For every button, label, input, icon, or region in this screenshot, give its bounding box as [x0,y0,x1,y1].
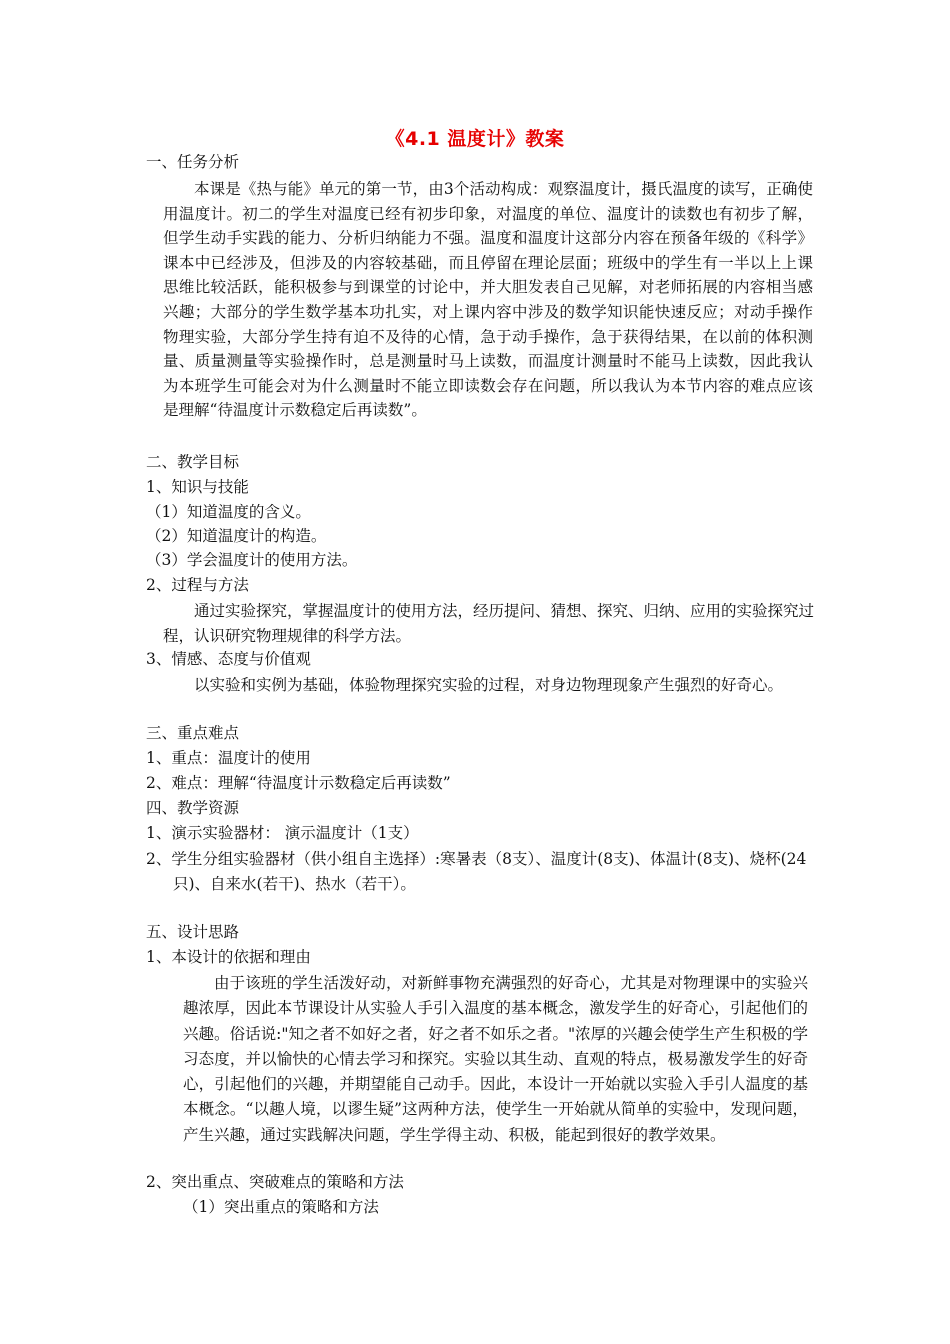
subheading-emotion-values: 3、情感、态度与价值观 [146,650,311,668]
resource-group-equipment-text: 2、学生分组实验器材（供小组自主选择）:寒暑表（8支）、温度计(8支)、体温计(8支)、烧杯(24只)、自来水(若干)、热水（若干）。 [146,850,807,893]
subheading-strategy: 2、突出重点、突破难点的策略和方法 [146,1173,404,1191]
process-methods-paragraph: 通过实验探究，掌握温度计的使用方法，经历提问、猜想、探究、归纳、应用的实验探究过程，认识研究物理规律的科学方法。 [163,602,815,645]
task-analysis-paragraph: 本课是《热与能》单元的第一节，由3个活动构成：观察温度计，摄氏温度的读写，正确使用温度计。初二的学生对温度已经有初步印象，对温度的单位、温度计的读数也有初步了解，但学生动手实践的能力、分析归纳能力不强。温度和温度计这部分内容在预备年级的《科学》课本中已经涉及，但涉及的内容较基础，而且停留在理论层面；班级中的学生有一半以上上课思维比较活跃，能积极参与到课堂的讨论中，并大胆发表自己见解，对老师拓展的内容相当感兴趣；大部分的学生数学基本功扎实，对上课内容中涉及的数学知识能快速反应；对动手操作物理实验，大部分学生持有迫不及待的心情，急于动手操作，急于获得结果，在以前的体积测量、质量测量等实验操作时，总是测量时马上读数，而温度计测量时不能马上读数，因此我认为本班学生可能会对为什么测量时不能立即读数会存在问题，所以我认为本节内容的难点应该是理解“待温度计示数稳定后再读数”。 [163,180,813,420]
subheading-process-methods: 2、过程与方法 [146,576,249,594]
emotion-values-paragraph: 以实验和实例为基础，体验物理探究实验的过程，对身边物理现象产生强烈的好奇心。 [194,676,784,694]
section-heading-teaching-goals: 二、教学目标 [146,453,240,471]
subheading-key-strategy: （1）突出重点的策略和方法 [183,1198,379,1216]
resource-group-equipment [146,847,822,897]
section-heading-key-difficult: 三、重点难点 [146,724,240,742]
section-heading-resources: 四、教学资源 [146,799,240,817]
goal-item-3: （3）学会温度计的使用方法。 [146,551,358,569]
document-title: 《4.1 温度计》教案 [385,128,565,150]
key-point-line: 1、重点：温度计的使用 [146,749,311,767]
subheading-knowledge-skills: 1、知识与技能 [146,478,249,496]
resource-demo-equipment: 1、演示实验器材： 演示温度计（1支） [146,824,419,842]
subheading-design-basis: 1、本设计的依据和理由 [146,948,311,966]
goal-item-2: （2）知道温度计的构造。 [146,527,327,545]
goal-item-1: （1）知道温度的含义。 [146,503,311,521]
section-heading-design-idea: 五、设计思路 [146,923,240,941]
design-basis-paragraph: 由于该班的学生活泼好动，对新鲜事物充满强烈的好奇心，尤其是对物理课中的实验兴趣浓厚，因此本节课设计从实验人手引入温度的基本概念，激发学生的好奇心，引起他们的兴趣。俗话说:"知之者不如好之者，好之者不如乐之者。"浓厚的兴趣会使学生产生积极的学习态度，并以愉快的心情去学习和探究。实验以其生动、直观的特点，极易激发学生的好奇心，引起他们的兴趣，并期望能自己动手。因此，本设计一开始就以实验入手引人温度的基本概念。“以趣人境，以谬生疑”这两种方法，使学生一开始就从简单的实验中，发现问题，产生兴趣，通过实践解决问题，学生学得主动、积极，能起到很好的教学效果。 [183,974,808,1144]
difficult-point-line: 2、难点：理解“待温度计示数稳定后再读数” [146,774,451,792]
section-heading-task-analysis: 一、任务分析 [146,153,240,171]
